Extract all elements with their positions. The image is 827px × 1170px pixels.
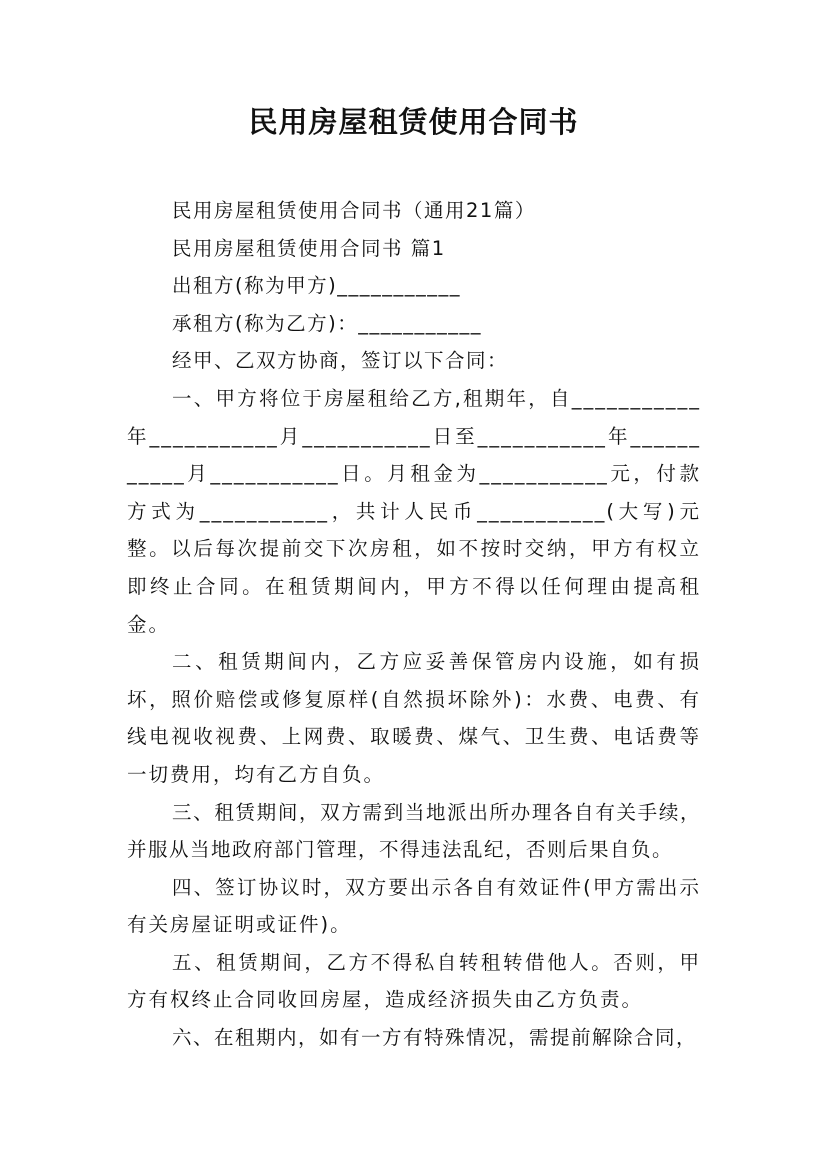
paragraph-clause-6: 六、在租期内，如有一方有特殊情况，需提前解除合同， — [172, 1026, 698, 1050]
document-title: 民用房屋租赁使用合同书 — [248, 105, 579, 139]
paragraph-clause-1: 一、甲方将位于房屋租给乙方,租期年，自___________年___________月___________日至___________年___________月___________日。月租金为___________元，付款方式为___________，共计人民币___________(大写)元整。以后每次提前交下次房租，如不按时交纳，甲方有权立即终止合同。在租赁期间内，甲方不得以任何理由提高租金。 — [127, 386, 701, 636]
paragraph-lessor: 出租方(称为甲方)___________ — [172, 274, 461, 298]
paragraph-agreement-intro: 经甲、乙双方协商，签订以下合同： — [172, 349, 509, 373]
paragraph-part-heading: 民用房屋租赁使用合同书 篇1 — [172, 236, 446, 260]
paragraph-clause-5: 五、租赁期间，乙方不得私自转租转借他人。否则，甲方有权终止合同收回房屋，造成经济损失由乙方负责。 — [127, 950, 701, 1012]
document-body — [127, 192, 701, 1057]
paragraph-clause-4: 四、签订协议时，双方要出示各自有效证件(甲方需出示有关房屋证明或证件)。 — [127, 875, 701, 937]
paragraph-clause-3: 三、租赁期间，双方需到当地派出所办理各自有关手续，并服从当地政府部门管理，不得违法乱纪，否则后果自负。 — [127, 800, 701, 862]
paragraph-subtitle: 民用房屋租赁使用合同书（通用21篇） — [172, 199, 536, 222]
paragraph-lessee: 承租方(称为乙方)：___________ — [172, 311, 482, 335]
paragraph-clause-2: 二、租赁期间内，乙方应妥善保管房内设施，如有损坏，照价赔偿或修复原样(自然损坏除外)：水费、电费、有线电视收视费、上网费、取暖费、煤气、卫生费、电话费等一切费用，均有乙方自负。 — [127, 650, 701, 786]
